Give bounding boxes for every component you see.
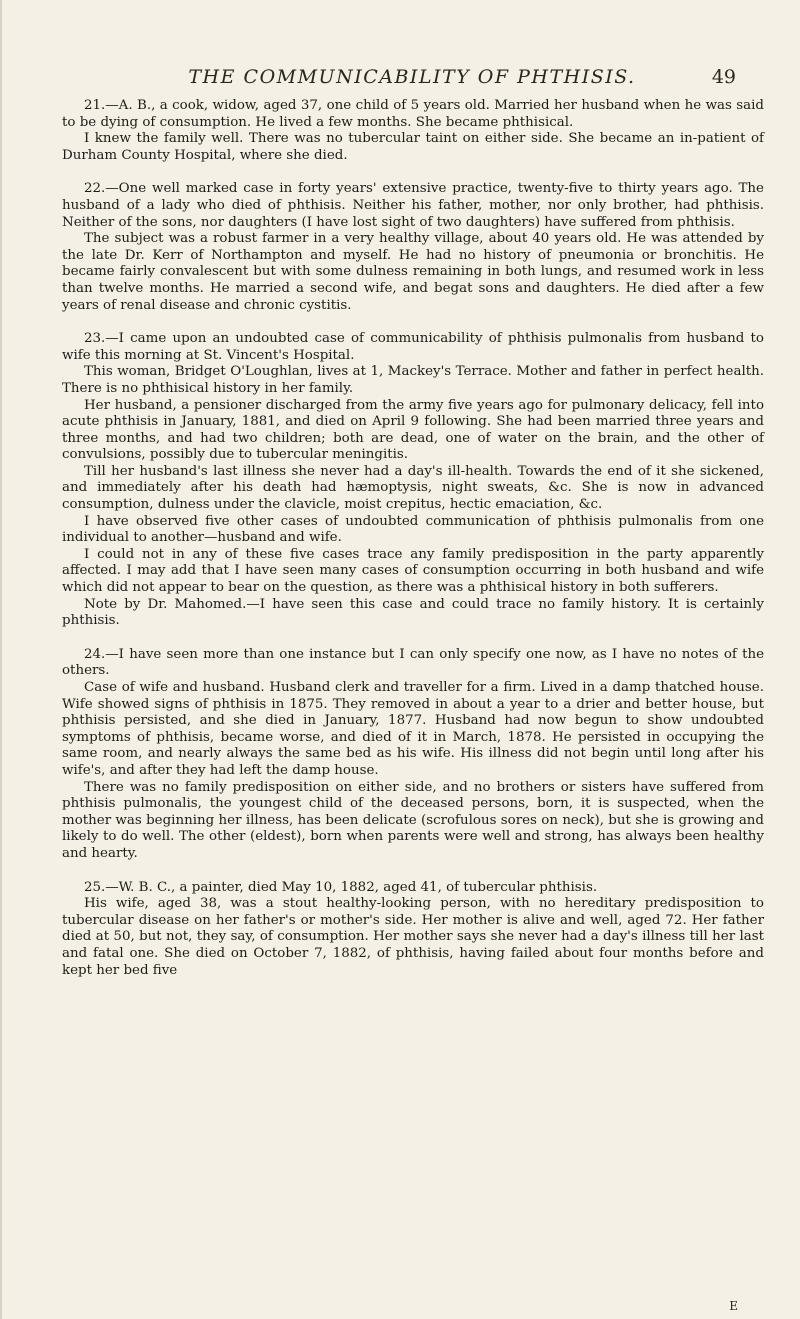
paragraph: 22.—One well marked case in forty years' extensive practice, twenty-five to thirty years ago. The husband of a lady who died of phthisis. Neither his father, mother, nor only brother, had phthisis. Neither of the sons, nor daughters (I have lost sight of two daughters) have suffered from phthisis.	[62, 181, 764, 230]
paragraph: His wife, aged 38, was a stout healthy-looking person, with no hereditary predisposition to tubercular disease on her father's or mother's side. Her mother is alive and well, aged 72. Her father died at 50, but not, they say, of consumption. Her mother says she never had a day's illness till her last and fatal one. She died on October 7, 1882, of phthisis, having failed about four months before and kept her bed five	[62, 896, 764, 978]
paragraph: Till her husband's last illness she never had a day's ill-health. Towards the end of it she sickened, and immediately after his death had hæmoptysis, night sweats, &c. She is now in advanced consumption, dulness under the clavicle, moist crepitus, hectic emaciation, &c.	[62, 463, 764, 513]
page-title: THE COMMUNICABILITY OF PHTHISIS.	[188, 66, 636, 88]
paragraph: 21.—A. B., a cook, widow, aged 37, one child of 5 years old. Married her husband when he was said to be dying of consumption. He lived a few months. She became phthisical.	[62, 98, 764, 130]
case-25	[62, 880, 764, 980]
case-21	[62, 98, 764, 164]
running-head	[62, 66, 762, 92]
paragraph: I could not in any of these five cases trace any family predisposition in the party apparently affected. I may add that I have seen many cases of consumption occurring in both husband and wife which did not appear to bear on the question, as there was a phthisical history in both sufferers.	[62, 546, 764, 596]
paragraph: Her husband, a pensioner discharged from the army five years ago for pulmonary delicacy, fell into acute phthisis in January, 1881, and died on April 9 following. She had been married three years and three months, and had two children; both are dead, one of water on the brain, and the other of convulsions, possibly due to tubercular meningitis.	[62, 397, 764, 463]
paragraph: Note by Dr. Mahomed.—I have seen this case and could trace no family history. It is certainly phthisis.	[62, 596, 764, 629]
paragraph: There was no family predisposition on either side, and no brothers or sisters have suffered from phthisis pulmonalis, the youngest child of the deceased persons, born, it is suspected, when the mother was beginning her illness, has been delicate (scrofulous sores on neck), but she is growing and likely to do well. The other (eldest), born when parents were well and strong, has always been healthy and hearty.	[62, 779, 764, 861]
paragraph: This woman, Bridget O'Loughlan, lives at 1, Mackey's Terrace. Mother and father in perfect health. There is no phthisical history in her family.	[62, 364, 764, 396]
paragraph: 23.—I came upon an undoubted case of communicability of phthisis pulmonalis from husband to wife this morning at St. Vincent's Hospital.	[62, 331, 764, 363]
body-text	[62, 98, 764, 996]
case-24	[62, 647, 764, 863]
paragraph: Case of wife and husband. Husband clerk and traveller for a firm. Lived in a damp thatched house. Wife showed signs of phthisis in 1875. They removed in about a year to a drier and better house, but phthisis persisted, and she died in January, 1877. Husband had now begun to show undoubted symptoms of phthisis, became worse, and died of it in March, 1878. He persisted in occupying the same room, and nearly always the same bed as his wife. His illness did not begin until long after his wife's, and after they had left the damp house.	[62, 680, 764, 778]
paragraph: 24.—I have seen more than one instance but I can only specify one now, as I have no notes of the others.	[62, 646, 764, 679]
case-23	[62, 331, 764, 630]
case-22	[62, 181, 764, 314]
paragraph: I knew the family well. There was no tubercular taint on either side. She became an in-patient of Durham County Hospital, where she died.	[62, 131, 764, 163]
paragraph: 25.—W. B. C., a painter, died May 10, 1882, aged 41, of tubercular phthisis.	[84, 879, 598, 895]
paragraph: The subject was a robust farmer in a very healthy village, about 40 years old. He was attended by the late Dr. Kerr of Northampton and myself. He had no history of pneumonia or bronchitis. He became fairly convalescent but with some dulness remaining in both lungs, and resumed work in less than twelve months. He married a second wife, and begat sons and daughters. He died after a few years of renal disease and chronic cystitis.	[62, 231, 764, 313]
page-number: 49	[711, 66, 736, 88]
paragraph: I have observed five other cases of undoubted communication of phthisis pulmonalis from one individual to another—husband and wife.	[62, 513, 764, 546]
signature-mark: E	[729, 1299, 738, 1313]
